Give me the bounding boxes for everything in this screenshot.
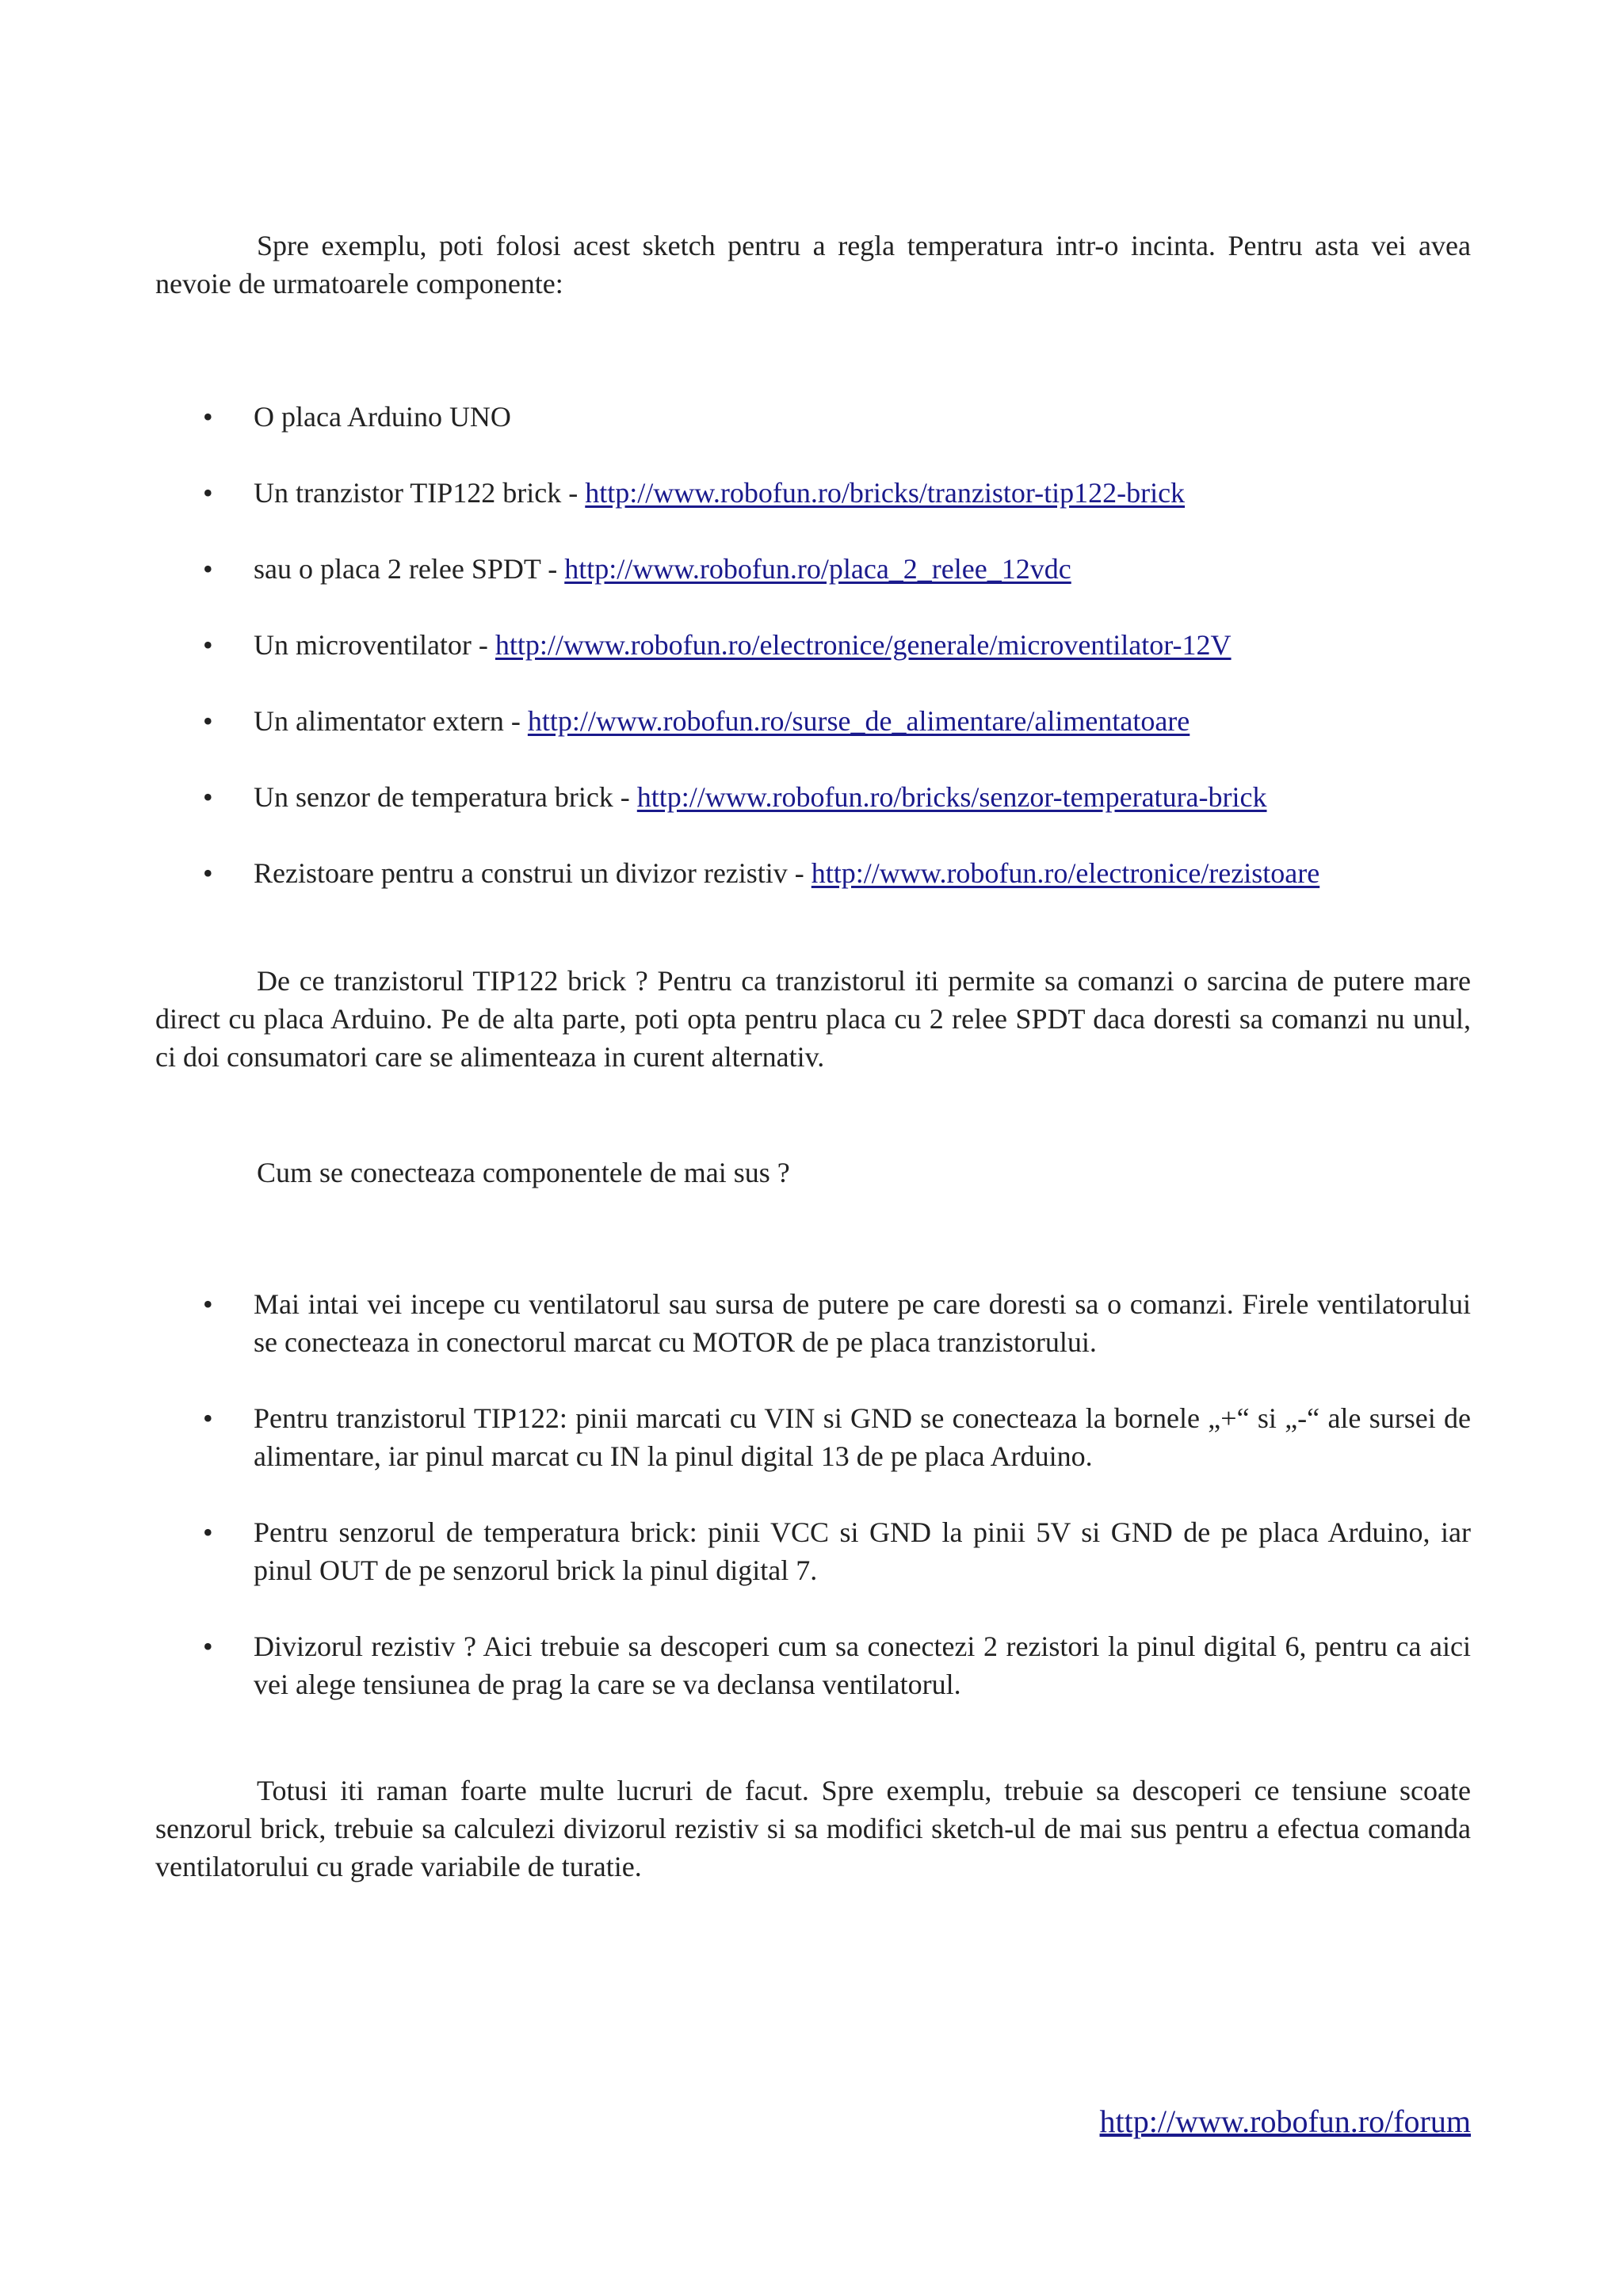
footer-forum-link[interactable]: http://www.robofun.ro/forum: [1099, 2103, 1471, 2139]
list-item: [155, 854, 1471, 892]
list-item-text: Un alimentator extern -: [254, 705, 528, 737]
relee-link[interactable]: http://www.robofun.ro/placa_2_relee_12vdc: [564, 553, 1071, 585]
bullet-icon: •: [203, 1402, 213, 1434]
list-item: [155, 1399, 1471, 1475]
senzor-link[interactable]: http://www.robofun.ro/bricks/senzor-temperatura-brick: [636, 781, 1267, 813]
list-item-text: Pentru tranzistorul TIP122: pinii marcati cu VIN si GND se conecteaza la bornele „+“ si „-“ ale sursei de alimentare, iar pinul marcat cu IN la pinul digital 13 de pe placa Arduino.: [254, 1402, 1471, 1472]
bullet-icon: •: [203, 1630, 213, 1662]
why-paragraph: De ce tranzistorul TIP122 brick ? Pentru ca tranzistorul iti permite sa comanzi o sarcina de putere mare direct cu placa Arduino. Pe de alta parte, poti opta pentru placa cu 2 relee SPDT daca doresti sa comanzi nu unul, ci doi consumatori care se alimenteaza in curent alternativ.: [155, 965, 1471, 1073]
bullet-icon: •: [203, 857, 213, 889]
bullet-icon: •: [203, 781, 213, 813]
tranzistor-link[interactable]: http://www.robofun.ro/bricks/tranzistor-tip122-brick: [585, 477, 1186, 509]
list-item-text: Pentru senzorul de temperatura brick: pinii VCC si GND la pinii 5V si GND de pe placa Arduino, iar pinul OUT de pe senzorul brick la pinul digital 7.: [254, 1516, 1471, 1586]
list-item: [155, 550, 1471, 588]
microventilator-link[interactable]: http://www.robofun.ro/electronice/generale/microventilator-12V: [495, 629, 1232, 661]
bullet-icon: •: [203, 477, 213, 509]
list-item: [155, 626, 1471, 664]
list-item: [155, 778, 1471, 816]
list-item-text: Rezistoare pentru a construi un divizor rezistiv -: [254, 857, 812, 889]
list-item: [155, 474, 1471, 512]
how-heading: Cum se conecteaza componentele de mai sus ?: [257, 1157, 790, 1188]
list-item-text: sau o placa 2 relee SPDT -: [254, 553, 565, 585]
components-list: [155, 398, 1471, 892]
bullet-icon: •: [203, 401, 213, 433]
steps-list: [155, 1285, 1471, 1703]
list-item-text: Divizorul rezistiv ? Aici trebuie sa descoperi cum sa conectezi 2 rezistori la pinul digital 6, pentru ca aici vei alege tensiunea de prag la care se va declansa ventilatorul.: [254, 1630, 1471, 1700]
list-item-text: Mai intai vei incepe cu ventilatorul sau sursa de putere pe care doresti sa o comanzi. Firele ventilatorului se conecteaza in conectorul marcat cu MOTOR de pe placa tranzistorului.: [254, 1288, 1471, 1358]
intro-paragraph: Spre exemplu, poti folosi acest sketch pentru a regla temperatura intr-o incinta. Pentru asta vei avea nevoie de urmatoarele componente:: [155, 230, 1471, 299]
list-item: [155, 702, 1471, 740]
list-item: [155, 1513, 1471, 1589]
bullet-icon: •: [203, 1288, 213, 1320]
bullet-icon: •: [203, 705, 213, 737]
bullet-icon: •: [203, 1516, 213, 1548]
list-item-text: Un senzor de temperatura brick -: [254, 781, 637, 813]
list-item: [155, 1285, 1471, 1361]
closing-paragraph: Totusi iti raman foarte multe lucruri de facut. Spre exemplu, trebuie sa descoperi ce tensiune scoate senzorul brick, trebuie sa calculezi divizorul rezistiv si sa modifici sketch-ul de mai sus pentru a efectua comanda ventilatorului cu grade variabile de turatie.: [155, 1775, 1471, 1882]
list-item-text: Un tranzistor TIP122 brick -: [254, 477, 586, 509]
list-item: [155, 1627, 1471, 1703]
list-item-text: O placa Arduino UNO: [254, 401, 511, 433]
list-item: [155, 398, 1471, 436]
document-page: [155, 0, 1471, 2296]
list-item-text: Un microventilator -: [254, 629, 495, 661]
alimentator-link[interactable]: http://www.robofun.ro/surse_de_alimentare/alimentatoare: [527, 705, 1190, 737]
rezistoare-link[interactable]: http://www.robofun.ro/electronice/rezistoare: [811, 857, 1320, 889]
bullet-icon: •: [203, 553, 213, 585]
bullet-icon: •: [203, 629, 213, 661]
